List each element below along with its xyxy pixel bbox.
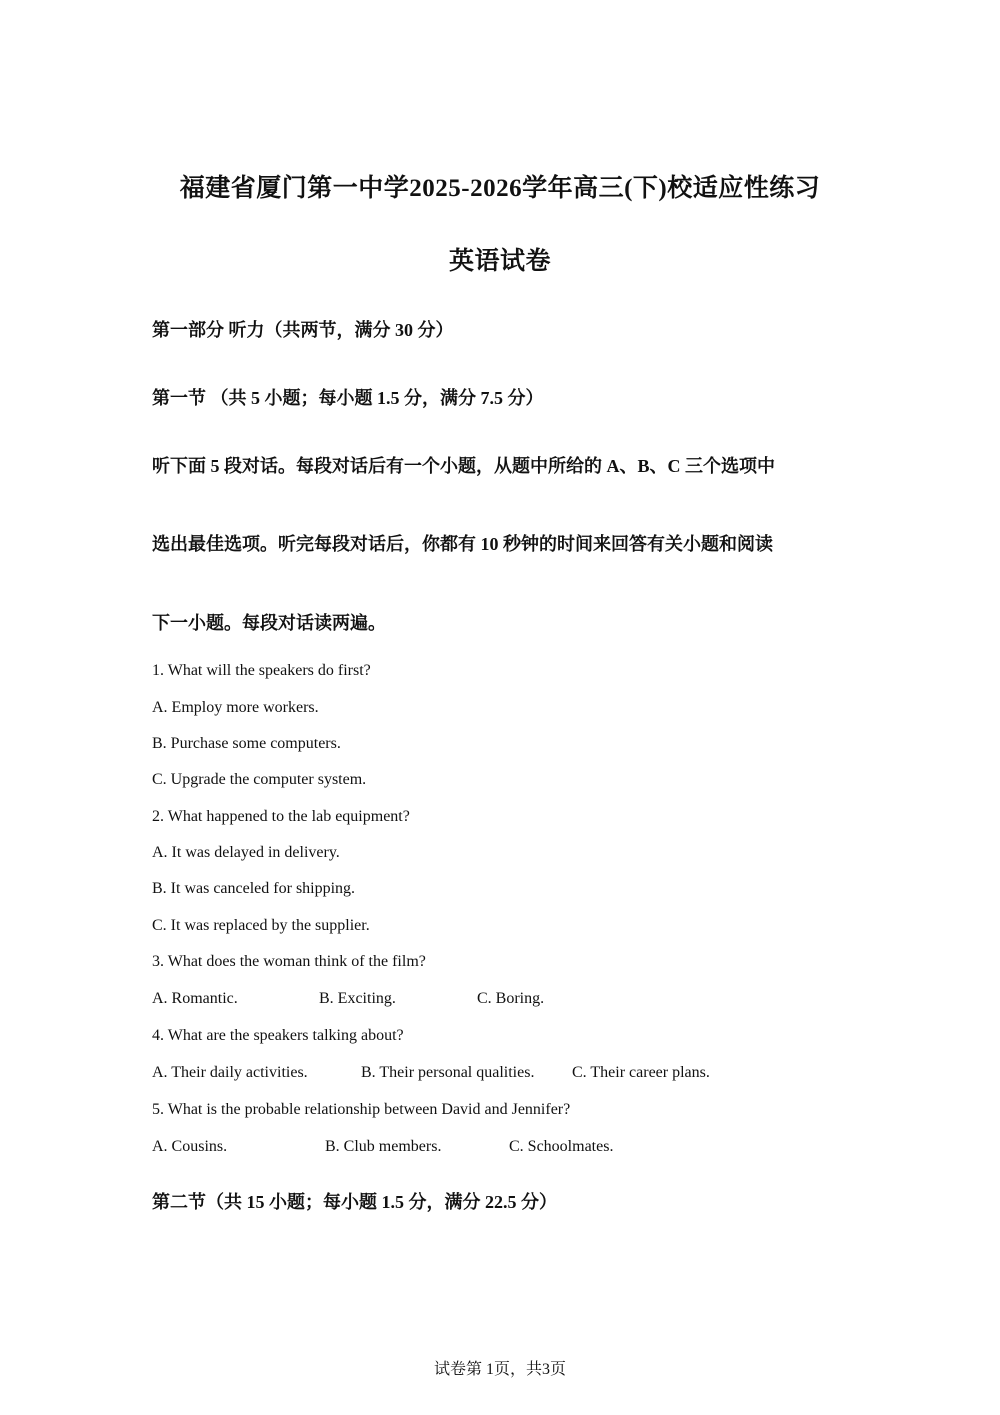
question-2-option-c: C. It was replaced by the supplier.: [152, 917, 370, 934]
question-4-option-a: A. Their daily activities.: [152, 1064, 308, 1081]
exam-subject-title: 英语试卷: [448, 248, 551, 275]
instructions-line-3: 下一小题。每段对话读两遍。: [152, 613, 386, 633]
section2-heading: 第二节（共 15 小题；每小题 1.5 分，满分 22.5 分）: [152, 1192, 557, 1212]
question-5-option-a: A. Cousins.: [152, 1138, 228, 1155]
question-4-stem: 4. What are the speakers talking about?: [152, 1027, 404, 1044]
page-footer: 试卷第 1页，共3页: [433, 1361, 566, 1378]
question-3-stem: 3. What does the woman think of the film?: [152, 953, 426, 970]
question-1-stem: 1. What will the speakers do first?: [152, 662, 371, 679]
question-3-option-a: A. Romantic.: [152, 990, 238, 1007]
question-4-options: [152, 1064, 852, 1084]
question-3-option-c: C. Boring.: [477, 990, 545, 1007]
question-5-option-c: C. Schoolmates.: [509, 1138, 614, 1155]
question-5-stem: 5. What is the probable relationship between David and Jennifer?: [152, 1101, 571, 1118]
exam-title: 福建省厦门第一中学2025-2026学年高三(下)校适应性练习: [179, 175, 821, 202]
question-4-option-b: B. Their personal qualities.: [361, 1064, 535, 1081]
question-4-option-c: C. Their career plans.: [572, 1064, 710, 1081]
question-3-option-b: B. Exciting.: [319, 990, 396, 1007]
question-2-option-b: B. It was canceled for shipping.: [152, 880, 356, 897]
question-1-option-a: A. Employ more workers.: [152, 699, 319, 716]
instructions-line-2: 选出最佳选项。听完每段对话后，你都有 10 秒钟的时间来回答有关小题和阅读: [152, 534, 773, 554]
question-1-option-b: B. Purchase some computers.: [152, 735, 341, 752]
question-3-options: [152, 990, 852, 1010]
question-2-stem: 2. What happened to the lab equipment?: [152, 808, 410, 825]
question-5-options: [152, 1138, 852, 1158]
instructions-line-1: 听下面 5 段对话。每段对话后有一个小题，从题中所给的 A、B、C 三个选项中: [152, 456, 776, 476]
part1-heading: 第一部分 听力（共两节，满分 30 分）: [152, 320, 454, 340]
question-1-option-c: C. Upgrade the computer system.: [152, 771, 367, 788]
question-2-option-a: A. It was delayed in delivery.: [152, 844, 340, 861]
question-5-option-b: B. Club members.: [325, 1138, 442, 1155]
section1-heading: 第一节 （共 5 小题；每小题 1.5 分，满分 7.5 分）: [152, 388, 544, 408]
